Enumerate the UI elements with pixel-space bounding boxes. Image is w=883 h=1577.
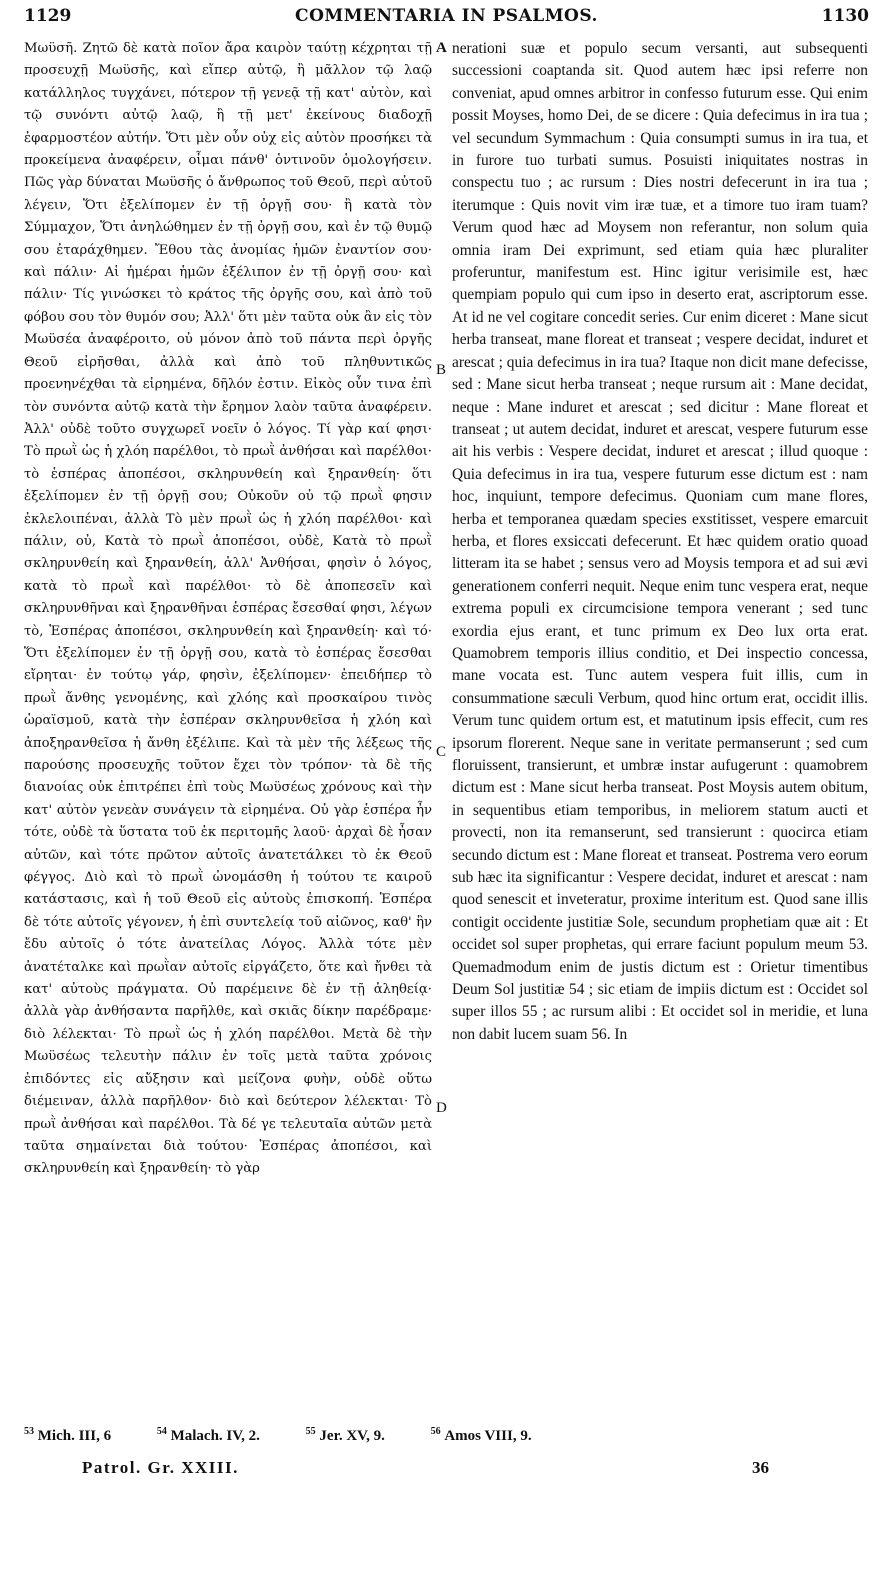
footnote-ref: Amos VIII, 9. bbox=[444, 1428, 532, 1444]
footnote-ref: Malach. IV, 2. bbox=[170, 1428, 260, 1444]
footnote bbox=[157, 1428, 260, 1444]
page-number-left: 1129 bbox=[24, 6, 72, 26]
greek-column bbox=[24, 38, 432, 1403]
running-title: COMMENTARIA IN PSALMOS. bbox=[295, 6, 598, 26]
page-number-right: 1130 bbox=[821, 6, 869, 26]
footnote-number: 53 bbox=[24, 1426, 34, 1437]
margin-marker-a: A bbox=[436, 40, 447, 56]
footnote bbox=[24, 1428, 111, 1444]
signature-mark: 36 bbox=[752, 1458, 769, 1477]
series-line: Patrol. Gr. XXIII. bbox=[82, 1458, 239, 1477]
footnote bbox=[431, 1428, 532, 1444]
footnote-number: 56 bbox=[430, 1426, 441, 1437]
footnote bbox=[306, 1428, 385, 1444]
footnotes bbox=[24, 1426, 869, 1445]
footnote-number: 55 bbox=[305, 1426, 316, 1437]
latin-text: nerationi suæ et populo secum versanti, aut subsequenti successioni coaptanda sit. Quod autem hæc ipsi referre non conveniat, apud omnes arbitror in confesso futurum esse. Qui enim possit Moyses, homo Dei, de se dicere : Quia defecimus in ira tua ; vel secundum Symmachum : Quia consumpti sumus in ira tua, et in furore tuo turbati sumus. Posuisti iniquitates nostras in conspectu tuo ; ac rursum : Dies nostri defecerunt in ira tua ; iterumque : Quis novit vim iræ tuæ, et a timore tuo iram tuam? Verum quod hæc ad Moysem non referantur, non solum quia omnia iram Dei exprimunt, sed etiam quia hæc pluraliter proferuntur, manifestum est. Hinc igitur verisimile est, hæc quempiam populo qui cum ipso in deserto erat, ascriptorum esse. At id ne vel cogitare concedit series. Cur enim diceret : Mane sicut herba transeat, mane floreat et transeat ; vespere decidat, induret et arescat ; quia defecimus in ira tua? Itaque non dicit mane defecisse, sed : Mane sicut herba transeat ; neque rursum ait : Mane decidat, neque : Mane induret et arescat ; sed dicitur : Mane floreat et transeat ; ut autem decidat, induret et arescat, vespere futurum esse ait his verbis : Vespere decidat, induret et arescat ; illud quoque : Quia defecimus in ira tua, vespere futurum esse dictum est : nam hoc, inquiunt, tempore defecimus. Quoniam cum mane flores, herba et temporanea quædam species exstitisset, vespere emarcuit herba, et flores exsiccati defecerunt. Et hæc quidem oratio quoad litteram ita se habet ; sensus vero ad Moysis tempora et ad sui ævi generationem conferri nequit. Neque enim tunc vespera erat, neque extrema populi ex circumcisione tempora venerant ; sed tunc exordia ejus erant, et tunc primum ex Deo lux orta erat. Quamobrem temporis illius conditio, et Dei inspectio concessa, mane vocata est. Tunc autem vespera fuit illis, cum in consummatione sæculi Verbum, quod hinc ortum erat, occidit illis. Verum tunc quidem ortum est, et matutinum ipsis effecit, cum res ipsorum florerent. Neque sane in veritate permanserunt ; sed cum floruissent, transierunt, et umbræ instar aufugerunt : quamobrem dictum est : Mane sicut herba transeat. Post Moysis autem obitum, in sequentibus etiam temporibus, in meliorem statum aucti et provecti, non ita remanserunt, sed transierunt : quocirca etiam secundo dictum est : Mane floreat et transeat. Postrema vero eorum sub hæc ita significantur : Vespere decidat, induret et arescat : nam quod senescit et inveteratur, proxime interitum est. Quod sane illis contigit occidente justitiæ Sole, secundum prophetiam quæ ait : Et occidet sol super prophetas, qui errare faciunt populum meum 53. Quemadmodum enim de justis dictum est : Orietur timentibus Deum Sol justitiæ 54 ; sic etiam de impiis dictum est : Occidet sol super illos 55 ; ac rursum alibi : Et occidet sol in meridie, et luna non dabit lucem suam 56. In bbox=[452, 40, 868, 1043]
footnote-ref: Jer. XV, 9. bbox=[319, 1428, 385, 1444]
margin-marker-b: B bbox=[436, 362, 447, 378]
page-footer bbox=[24, 1458, 869, 1482]
footnote-ref: Mich. III, 6 bbox=[37, 1428, 112, 1444]
footnote-number: 54 bbox=[156, 1426, 167, 1437]
greek-text: Μωϋσῆ. Ζητῶ δὲ κατὰ ποῖον ἄρα καιρὸν ταύτῃ κέχρηται τῇ προσευχῇ Μωϋσῆς, καὶ εἴπερ αὐτῷ, ἢ μᾶλλον τῷ λαῷ κατάλληλος τυγχάνει, πότερον τῇ γενεᾷ τῇ κατ' αὐτὸν, καὶ τῷ συνόντι αὐτῷ λαῷ, ἢ τῇ μετ' ἐκείνους διαδοχῇ ἐφαρμοστέον αὐτήν. Ὅτι μὲν οὖν οὐχ εἰς αὐτὸν προσήκει τὰ προκείμενα ἀναφέρειν, οἶμαι πάνθ' ὁντινοῦν ὁμολογήσειν. Πῶς γὰρ δύναται Μωϋσῆς ὁ ἄνθρωπος τοῦ Θεοῦ, περὶ αὐτοῦ λέγειν, Ὅτι ἐξελίπομεν ἐν τῇ ὀργῇ σου· ἢ κατὰ τὸν Σύμμαχον, Ὅτι ἀνηλώθημεν ἐν τῇ ὀργῇ σου, καὶ ἐν τῷ θυμῷ σου ἐταράχθημεν. Ἔθου τὰς ἀνομίας ἡμῶν ἐναντίον σου· καὶ πάλιν· Αἱ ἡμέραι ἡμῶν ἐξέλιπον ἐν τῇ ὀργῇ σου· καὶ πάλιν· Τίς γινώσκει τὸ κράτος τῆς ὀργῆς σου, καὶ ἀπὸ τοῦ φόβου σου τὸν θυμόν σου; Ἀλλ' ὅτι μὲν ταῦτα οὐκ ἂν εἰς τὸν Μωϋσέα ἀναφέροιτο, οὐ μόνον ἀπὸ τοῦ πάντα περὶ ὀργῆς Θεοῦ εἰρῆσθαι, ἀλλὰ καὶ ἀπὸ τοῦ πληθυντικῶς προενηνέχθαι τὰ εἰρημένα, δῆλόν ἐστιν. Εἰκὸς οὖν τινα ἐπὶ τὸν συνόντα αὐτῷ κατὰ τὴν ἔρημον λαὸν ταῦτα ἀναφέρειν. Ἀλλ' οὐδὲ τοῦτο συγχωρεῖ νοεῖν ὁ λόγος. Τί γὰρ καί φησι· Τὸ πρωῒ ὡς ἡ χλόη παρέλθοι, τὸ πρωῒ ἀνθήσαι καὶ παρέλθοι· τὸ ἑσπέρας ἀποπέσοι, σκληρυνθείη καὶ ξηρανθείη· ὅτι ἐξελίπομεν ἐν τῇ ὀργῇ σου; Οὐκοῦν οὐ τῷ πρωῒ φησιν ἐκλελοιπέναι, ἀλλὰ Τὸ μὲν πρωῒ ὡς ἡ χλόη παρέλθοι· καὶ πάλιν, οὐ, Κατὰ τὸ πρωῒ ἀποπέσοι, οὐδὲ, Κατὰ τὸ πρωῒ σκληρυνθείη καὶ ξηρανθείη, ἀλλ' Ἀνθήσαι, φησὶν ὁ λόγος, κατὰ τὸ πρωῒ καὶ παρέλθοι· τὸ δὲ ἀποπεσεῖν καὶ σκληρυνθῆναι καὶ ξηρανθῆναι ἑσπέρας ἔσεσθαί φησι, λέγων τὸ, Ἑσπέρας ἀποπέσοι, σκληρυνθείη καὶ ξηρανθείη· καὶ τό· Ὅτι ἐξελίπομεν ἐν τῇ ὀργῇ σου, κατὰ τὸ ἑσπέρας ἔσεσθαι εἴρηται· ἐν τούτῳ γάρ, φησὶν, ἐξελίπομεν· ἐπειδήπερ τὸ πρωῒ ἄνθης γενομένης, καὶ χλόης καὶ προσκαίρου τινὸς ὡραϊσμοῦ, κατὰ τὴν ἑσπέραν σκληρυνθεῖσα ἡ χλόη καὶ ἀποξηρανθεῖσα ἡ ἄνθη ἐξέλιπε. Καὶ τὰ μὲν τῆς λέξεως τῆς παρούσης προσευχῆς τοῦτον ἔχει τὸν τρόπον· τὰ δὲ τῆς διανοίας οὐκ ἐπιτρέπει ἐπὶ τοὺς Μωϋσέως χρόνους καὶ τὴν κατ' αὐτὸν γενεὰν συνάγειν τὰ εἰρημένα. Οὐ γὰρ ἑσπέρα ἦν τότε, οὐδὲ τὰ ὕστατα τοῦ ἐκ περιτομῆς λαοῦ· ἀρχαὶ δὲ ἦσαν αὐτῶν, καὶ τότε πρῶτον αὐτοῖς ἀνατετάλκει τὸ ἐκ Θεοῦ φέγγος. Διὸ καὶ τὸ πρωῒ ὠνομάσθη ἡ τούτου τε καιροῦ κατάστασις, καὶ ἡ τοῦ Θεοῦ εἰς αὐτοὺς ἐπισκοπή. Ἑσπέρα δὲ τότε αὐτοῖς γέγονεν, ἡ ἐπὶ συντελείᾳ τοῦ αἰῶνος, καθ' ἣν ἔδυ αὐτοῖς ὁ τότε ἀνατείλας Λόγος. Ἀλλὰ τότε μὲν ἀνατέταλκε καὶ πρωῒαν αὐτοῖς εἰργάζετο, ὅτε καὶ ἤνθει τὰ κατ' αὐτοὺς πράγματα. Οὐ παρέμεινε δὲ ἐν τῇ ἀληθείᾳ· ἀλλὰ γὰρ ἀνθήσαντα παρῆλθε, καὶ σκιᾶς δίκην παρέδραμε· διὸ λέλεκται· Τὸ πρωῒ ὡς ἡ χλόη παρέλθοι. Μετὰ δὲ τὴν Μωϋσέως τελευτὴν πάλιν ἐν τοῖς μετὰ ταῦτα χρόνοις ἐπιδόντες εἰς αὔξησιν καὶ μείζονα φυὴν, οὐδὲ οὕτω διέμειναν, ἀλλὰ παρῆλθον· διὸ καὶ δεύτερον λέλεκται· Τὸ πρωῒ ἀνθήσαι καὶ παρέλθοι. Τὰ δέ γε τελευταῖα αὐτῶν μετὰ ταῦτα σημαίνεται διὰ τούτου· Ἑσπέρας ἀποπέσοι, καὶ σκληρυνθείη καὶ ξηρανθείη· τὸ γὰρ bbox=[24, 41, 432, 1177]
margin-marker-d: D bbox=[436, 1100, 447, 1116]
margin-marker-c: C bbox=[436, 744, 447, 760]
latin-column bbox=[452, 38, 868, 1403]
page-header bbox=[24, 6, 869, 30]
